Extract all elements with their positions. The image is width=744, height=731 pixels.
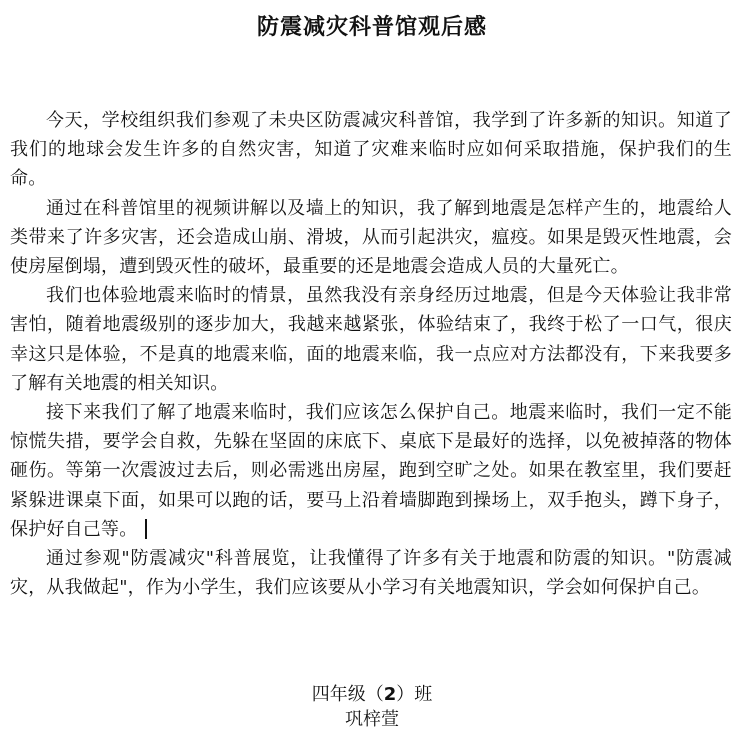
paragraph-4-text: 接下来我们了解了地震来临时，我们应该怎么保护自己。地震来临时，我们一定不能惊慌失措，要学会自救，先躲在坚固的床底下、桌底下是最好的选择，以免被掉落的物体砸伤。等第一次震波过去后，则必需逃出房屋，跑到空旷之处。如果在教室里，我们要赶紧躲进课桌下面，如果可以跑的话，要马上沿着墙脚跑到操场上，双手抱头，蹲下身子，保护好自己等。 — [10, 402, 732, 540]
paragraph-4 — [10, 398, 732, 544]
signature-class-number: 2 — [383, 684, 397, 705]
paragraph-5: 通过参观"防震减灾"科普展览，让我懂得了许多有关于地震和防震的知识。"防震减灾，从我做起"，作为小学生，我们应该要从小学习有关地震知识，学会如何保护自己。 — [10, 548, 732, 599]
signature-name: 巩梓萱 — [345, 709, 399, 730]
signature-class-prefix: 四年级（ — [311, 684, 384, 705]
paragraph-3: 我们也体验地震来临时的情景，虽然我没有亲身经历过地震，但是今天体验让我非常害怕，随着地震级别的逐步加大，我越来越紧张，体验结束了，我终于松了一口气，很庆幸这只是体验，不是真的地震来临，面的地震来临，我一点应对方法都没有，下来我要多了解有关地震的相关知识。 — [10, 285, 732, 394]
document-body[interactable] — [10, 106, 732, 602]
paragraph-1: 今天，学校组织我们参观了未央区防震减灾科普馆，我学到了许多新的知识。知道了我们的地球会发生许多的自然灾害，知道了灾难来临时应如何采取措施，保护我们的生命。 — [10, 110, 732, 190]
text-cursor — [145, 519, 147, 539]
document-title: 防震减灾科普馆观后感 — [256, 14, 487, 40]
signature-class — [0, 680, 744, 706]
paragraph-2: 通过在科普馆里的视频讲解以及墙上的知识，我了解到地震是怎样产生的，地震给人类带来了许多灾害，还会造成山崩、滑坡，从而引起洪灾，瘟疫。如果是毁灭性地震，会使房屋倒塌，遭到毁灭性的破坏，最重要的还是地震会造成人员的大量死亡。 — [10, 197, 732, 278]
signature-class-suffix: ）班 — [396, 684, 433, 705]
